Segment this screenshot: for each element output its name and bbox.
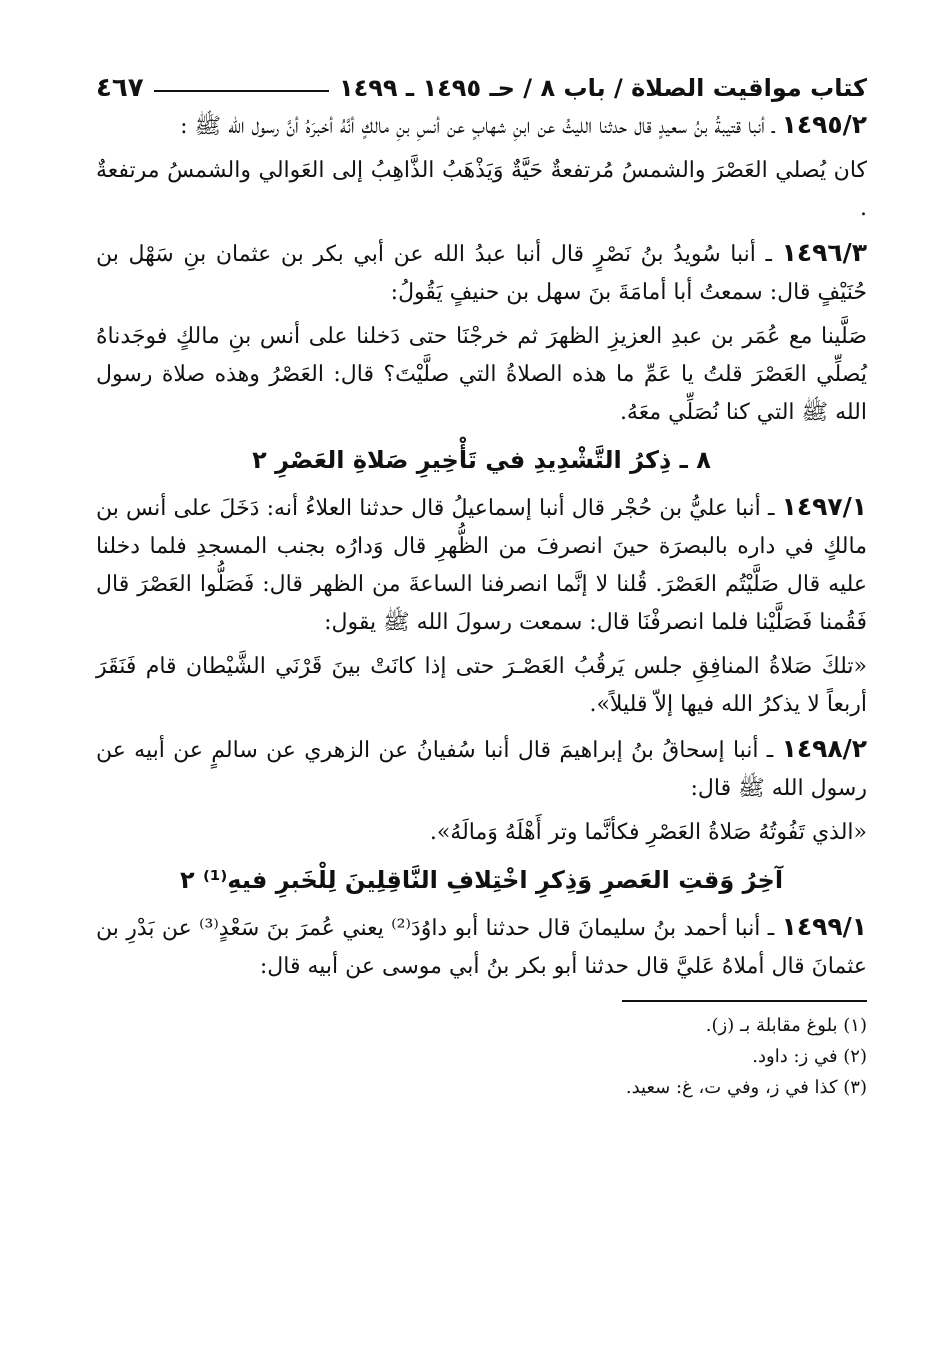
- hadith-number-1496: ١٤٩٦/٣: [781, 238, 867, 267]
- page-number: ٤٦٧: [96, 73, 144, 103]
- header-rule: [154, 90, 329, 92]
- hadith-number-1498: ١٤٩٨/٢: [781, 734, 867, 763]
- hadith-1496-isnad-text: ـ أنبا سُويدُ بنُ نَصْرٍ قال أنبا عبدُ الله عن أبي بكر بن عثمان بنِ سَهْل بن حُنَيْفٍ قال: سمعتُ أبا أمامَةَ بنَ سهل بن حنيفٍ يَقُولُ:: [96, 242, 867, 305]
- hadith-1499-isnad: [96, 908, 867, 986]
- hadith-1499-isnad-text: ـ أنبا أحمد بنُ سليمانَ قال حدثنا أبو داوُدَ⁽²⁾ يعني عُمرَ بنَ سَعْدٍ⁽³⁾ عن بَدْرِ بن عثمانَ قال أملاهُ عَليَّ قال حدثنا أبو بكر بنُ أبي موسى عن أبيه قال:: [96, 916, 867, 979]
- hadith-number-1499: ١٤٩٩/١: [781, 912, 867, 941]
- footnotes: [96, 1010, 867, 1103]
- section-asr-end-heading: آخِرُ وَقتِ العَصرِ وَذِكرِ اخْتِلافِ النَّاقِلِينَ لِلْخَبرِ فيهِ⁽¹⁾ ٢: [179, 866, 784, 894]
- hadith-1498-isnad: [96, 730, 867, 808]
- hadith-1498-isnad-text: ـ أنبا إسحاقُ بنُ إبراهيمَ قال أنبا سُفيانُ عن الزهري عن سالمٍ عن أبيه عن رسول الله ﷺ قال:: [96, 738, 867, 801]
- hadith-1497-isnad: [96, 488, 867, 642]
- running-header: [96, 70, 867, 106]
- hadith-1496-isnad: [96, 234, 867, 312]
- header-title: كتاب مواقيت الصلاة / باب ٨ / حـ ١٤٩٥ ـ ١٤٩٩: [338, 74, 867, 102]
- hadith-number-1495: ١٤٩٥/٢: [781, 110, 867, 139]
- hadith-1497-isnad-text: ـ أنبا عليُّ بن حُجْر قال أنبا إسماعيلُ قال حدثنا العلاءُ أنه: دَخَلَ على أنس بن مالكٍ في داره بالبصرَة حينَ انصرفَ من الظُّهرِ قال وَدارُه بجنب المسجدِ فلما دخلنا عليه قال صَلَّيْتُم العَصْرَ. قُلنا لا إنَّما انصرفنا الساعةَ من الظهر قال: فَصَلُّوا العَصْرَ قال فَقُمنا فَصَلَّيْنا فلما انصرفْنَا قال: سمعت رسولَ الله ﷺ يقول:: [96, 496, 867, 635]
- hadith-1497-matn: «تلكَ صَلاةُ المنافِقِ جلس يَرقُبُ العَصْـرَ حتى إذا كانَتْ بينَ قَرْنَي الشَّيْطان قام فَنَقَرَ أربعاً لا يذكرُ الله فيها إلاّ قليلاً».: [96, 654, 867, 717]
- hadith-1498-matn: «الذي تَفُوتُهُ صَلاةُ العَصْرِ فكأنَّما وتر أَهْلَهُ وَمالَهُ».: [429, 820, 867, 845]
- footnote-1: (١) بلوغ مقابلة بـ (ز).: [705, 1015, 867, 1036]
- section-8-heading: ٨ ـ ذِكرُ التَّشْدِيدِ في تَأْخِيرِ صَلاةِ العَصْرِ ٢: [252, 446, 711, 474]
- hadith-1495-isnad: [96, 106, 867, 146]
- hadith-1496-matn: صَلَّينا مع عُمَر بن عبدِ العزيزِ الظهرَ ثم خرجْنَا حتى دَخلنا على أنس بنِ مالكٍ فوجَدناهُ يُصلِّي العَصْرَ قلتُ يا عَمِّ ما هذه الصلاةُ التي صلَّيْتَ؟ قال: العَصْرُ وهذه صلاة رسول الله ﷺ التي كنا نُصَلِّي معَهُ.: [96, 324, 867, 425]
- footnote-3: (٣) كذا في ز، وفي ت، غ: سعيد.: [625, 1077, 867, 1098]
- hadith-1495-matn: كان يُصلي العَصْرَ والشمسُ مُرتفعةٌ حَيَّةٌ وَيَذْهَبُ الذَّاهِبُ إلى العَوالي والشمسُ مرتفعةٌ .: [96, 158, 867, 221]
- hadith-number-1497: ١٤٩٧/١: [781, 492, 867, 521]
- footnote-2: (٢) في ز: داود.: [752, 1046, 867, 1067]
- hadith-1495-isnad-text: ـ أنبا قتيبةُ بنُ سعيدٍ قال حدثنا الليثُ عن ابنِ شهابٍ عن أنسِ بنِ مالكٍ أنَّهُ أخبرَهُ أنَّ رسول الله ﷺ :: [180, 114, 782, 139]
- footnote-rule: [622, 1000, 867, 1002]
